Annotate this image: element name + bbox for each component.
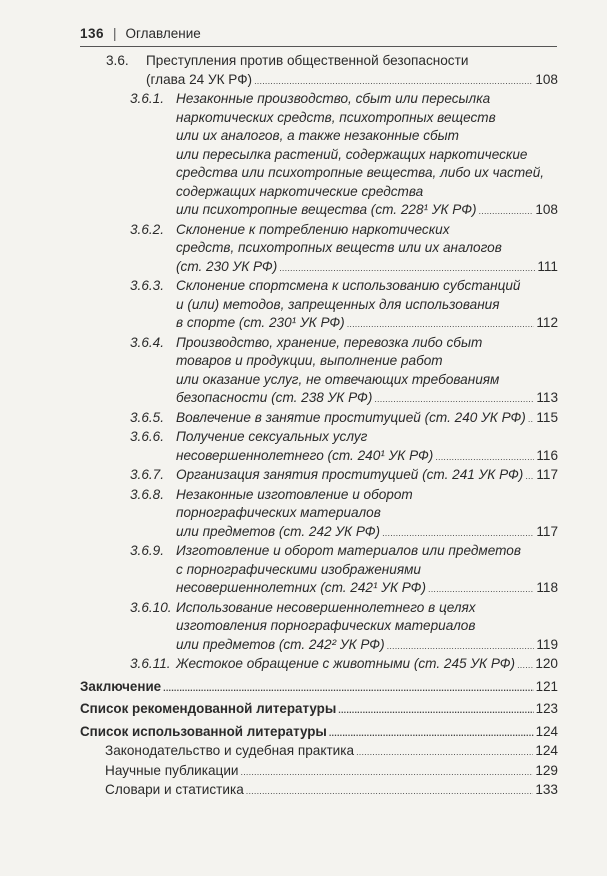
toc-entry-title-line: Организация занятия проституцией (ст. 241 УК РФ): [176, 467, 524, 482]
toc-entry-title-line: Изготовление и оборот материалов или предметов: [176, 543, 521, 558]
toc-entry-title-line: Словари и статистика: [105, 782, 244, 797]
page-header: [80, 20, 557, 47]
toc-entry-title-line: несовершеннолетних (ст. 242¹ УК РФ): [176, 580, 426, 595]
toc-entry-page: 124: [535, 743, 558, 758]
toc-entry-title-line: или их аналогов, а также незаконные сбыт: [176, 128, 459, 143]
toc-entry: [80, 599, 558, 656]
toc-entry: [80, 678, 558, 698]
toc-entry-number: 3.6.4.: [130, 334, 165, 350]
toc-entry-title-line: Склонение спортсмена к использованию субстанций: [176, 278, 521, 293]
toc-entry-title-line: или оказание услуг, не отвечающих требованиям: [176, 371, 500, 387]
toc-entry: [80, 542, 558, 599]
toc-entry-title-line: несовершеннолетнего (ст. 240¹ УК РФ): [176, 447, 434, 463]
toc-entry: [80, 781, 558, 801]
toc-entry-page: 124: [535, 723, 558, 739]
toc-entry-number: 3.6.10.: [130, 599, 172, 615]
toc-entry-number: 3.6.3.: [130, 278, 165, 293]
toc-entry-number: 3.6.7.: [130, 467, 165, 482]
toc-entry-number: 3.6.9.: [130, 543, 165, 558]
toc-entry-title-line: Жестокое обращение с животными (ст. 245 УК РФ): [176, 656, 516, 671]
toc-entry-page: 133: [535, 782, 558, 797]
toc-entry-title-line: порнографических материалов: [176, 505, 381, 520]
toc-entry: [80, 428, 558, 466]
toc-entry-page: 117: [536, 523, 558, 539]
toc-entry-page: 111: [537, 258, 558, 274]
toc-entry-title-line: или предметов (ст. 242 УК РФ): [176, 523, 381, 539]
toc-entry: [80, 334, 558, 409]
table-of-contents: [80, 52, 558, 801]
toc-entry: [80, 277, 558, 334]
toc-entry-page: 123: [535, 701, 558, 716]
toc-entry-title-line: изготовления порнографических материалов: [176, 618, 476, 633]
toc-entry-title-line: безопасности (ст. 238 УК РФ): [176, 390, 373, 405]
toc-entry-title-line: в спорте (ст. 230¹ УК РФ): [176, 315, 345, 330]
toc-entry-title-line: наркотических средств, психотропных веществ: [176, 109, 496, 125]
toc-entry-number: 3.6.2.: [130, 221, 165, 237]
toc-entry-page: 118: [536, 580, 558, 595]
toc-entry-title-line: Список использованной литературы: [80, 723, 327, 739]
toc-entry: [80, 762, 558, 782]
toc-entry-page: 115: [536, 409, 558, 425]
toc-entry-title-line: Список рекомендованной литературы: [80, 701, 337, 716]
toc-entry-title-line: или пересылка растений, содержащих наркотические: [176, 146, 528, 162]
toc-entry-title-line: Склонение к потреблению наркотических: [176, 221, 450, 237]
toc-entry-title-line: (ст. 230 УК РФ): [176, 258, 278, 274]
toc-entry-page: 116: [536, 447, 558, 463]
toc-entry-title-line: содержащих наркотические средства: [176, 183, 424, 199]
dot-leader: [254, 72, 533, 91]
dot-leader: [246, 782, 534, 801]
toc-entry-title-line: Получение сексуальных услуг: [176, 429, 368, 444]
toc-entry: [80, 742, 558, 762]
toc-entry-page: 121: [535, 678, 558, 694]
dot-leader: [428, 580, 534, 599]
toc-entry-number: 3.6.1.: [130, 91, 165, 106]
toc-entry-title-line: Незаконные производство, сбыт или пересылка: [176, 91, 491, 106]
toc-entry: [80, 700, 558, 720]
toc-entry-page: 112: [536, 315, 558, 330]
toc-entry: [80, 221, 558, 278]
toc-entry-page: 120: [535, 656, 558, 671]
header-title: Оглавление: [125, 25, 201, 41]
toc-entry-page: 129: [535, 762, 558, 778]
toc-entry-title-line: (глава 24 УК РФ): [146, 71, 253, 87]
toc-entry-title-line: Преступления против общественной безопасности: [146, 53, 469, 68]
toc-entry-page: 113: [536, 390, 558, 405]
toc-entry: [80, 52, 558, 90]
toc-entry-title-line: товаров и продукции, выполнение работ: [176, 353, 443, 368]
toc-entry-number: 3.6.11.: [130, 656, 171, 671]
toc-entry-title-line: и (или) методов, запрещенных для использования: [176, 296, 500, 312]
dot-leader: [525, 467, 534, 486]
toc-entry-title-line: средства или психотропные вещества, либо их частей,: [176, 165, 545, 180]
dot-leader: [435, 448, 534, 467]
dot-leader: [241, 763, 534, 782]
toc-entry-title-line: Законодательство и судебная практика: [105, 743, 355, 758]
page-number: 136: [80, 25, 105, 41]
toc-entry: [80, 486, 558, 543]
toc-entry-title-line: Использование несовершеннолетнего в целях: [176, 599, 476, 615]
toc-entry-title-line: или предметов (ст. 242² УК РФ): [176, 636, 385, 652]
dot-leader: [517, 656, 533, 675]
toc-entry-page: 108: [535, 202, 558, 217]
toc-entry-number: 3.6.6.: [130, 429, 165, 444]
toc-entry: [80, 409, 558, 429]
dot-leader: [356, 743, 533, 762]
header-separator: |: [113, 25, 117, 41]
toc-entry-page: 117: [536, 467, 558, 482]
toc-entry-number: 3.6.: [106, 53, 129, 68]
dot-leader: [382, 524, 534, 543]
dot-leader: [163, 679, 534, 698]
toc-entry-title-line: или психотропные вещества (ст. 228¹ УК РФ): [176, 202, 477, 217]
toc-entry-title-line: Заключение: [80, 678, 162, 694]
dot-leader: [479, 202, 534, 221]
dot-leader: [329, 724, 534, 743]
dot-leader: [347, 315, 535, 334]
toc-entry-title-line: Научные публикации: [105, 762, 239, 778]
toc-entry: [80, 723, 558, 743]
toc-entry-title-line: с порнографическими изображениями: [176, 561, 421, 577]
toc-entry-title-line: средств, психотропных веществ или их аналогов: [176, 240, 502, 255]
toc-entry: [80, 655, 558, 675]
toc-entry: [80, 466, 558, 486]
toc-entry-page: 108: [535, 71, 558, 87]
dot-leader: [374, 390, 534, 409]
dot-leader: [528, 410, 534, 429]
toc-entry: [80, 90, 558, 221]
toc-entry-title-line: Незаконные изготовление и оборот: [176, 486, 413, 502]
toc-entry-title-line: Вовлечение в занятие проституцией (ст. 240 УК РФ): [176, 409, 526, 425]
toc-entry-title-line: Производство, хранение, перевозка либо сбыт: [176, 334, 483, 350]
toc-entry-number: 3.6.5.: [130, 409, 165, 425]
toc-entry-number: 3.6.8.: [130, 486, 165, 502]
toc-entry-page: 119: [536, 636, 558, 652]
dot-leader: [387, 637, 535, 656]
dot-leader: [338, 701, 533, 720]
dot-leader: [279, 259, 535, 278]
